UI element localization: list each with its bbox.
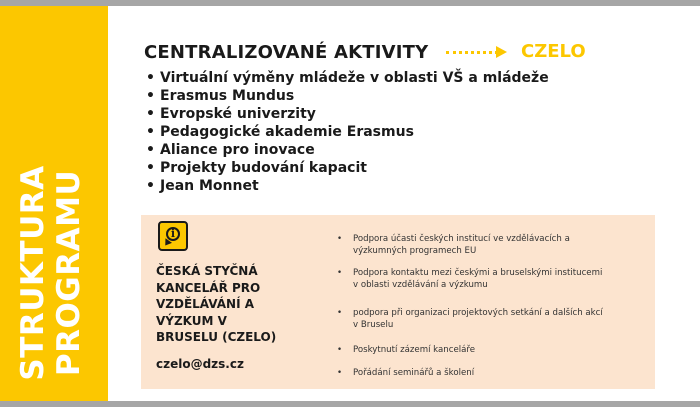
dotted-arrow-icon bbox=[446, 45, 508, 59]
bullet-icon: • bbox=[337, 345, 343, 355]
service-line: Poskytnutí zázemí kanceláře bbox=[353, 345, 476, 355]
activities-list bbox=[146, 69, 549, 195]
service-item bbox=[337, 367, 647, 379]
service-item bbox=[337, 307, 647, 331]
info-speech-bubble-icon: i bbox=[158, 221, 188, 251]
bullet-icon: • bbox=[337, 368, 343, 378]
bullet-icon: • bbox=[146, 124, 155, 140]
activity-item bbox=[146, 177, 549, 195]
bullet-icon: • bbox=[146, 142, 155, 158]
activity-label: Erasmus Mundus bbox=[160, 88, 295, 104]
bullet-icon: • bbox=[146, 88, 155, 104]
czelo-info-box bbox=[141, 215, 655, 389]
service-item bbox=[337, 267, 647, 291]
czelo-tag: CZELO bbox=[521, 41, 586, 62]
service-line: v oblasti vzdělávání a výzkumu bbox=[353, 280, 488, 290]
bullet-icon: • bbox=[337, 268, 343, 278]
activity-item bbox=[146, 87, 549, 105]
activity-label: Jean Monnet bbox=[160, 178, 259, 194]
service-line: Podpora účasti českých institucí ve vzdělávacích a bbox=[353, 234, 570, 244]
office-name-line: ČESKÁ STYČNÁ bbox=[156, 264, 258, 278]
bullet-icon: • bbox=[146, 178, 155, 194]
service-item bbox=[337, 233, 647, 257]
office-email: czelo@dzs.cz bbox=[156, 357, 244, 371]
service-line: podpora při organizaci projektových setkání a dalších akcí bbox=[353, 308, 603, 318]
bullet-icon: • bbox=[337, 234, 343, 244]
bottom-border-bar bbox=[0, 401, 700, 407]
bullet-icon: • bbox=[146, 160, 155, 176]
bullet-icon: • bbox=[146, 70, 155, 86]
side-title-line-1: STRUKTURA bbox=[15, 165, 51, 381]
office-name-line: KANCELÁŘ PRO bbox=[156, 280, 261, 295]
side-title-line-2: PROGRAMU bbox=[51, 169, 87, 377]
activity-item bbox=[146, 123, 549, 141]
activity-item bbox=[146, 69, 549, 87]
section-heading: CENTRALIZOVANÉ AKTIVITY bbox=[144, 41, 429, 63]
side-title bbox=[15, 158, 95, 388]
office-name-line: BRUSELU (CZELO) bbox=[156, 330, 277, 344]
service-line: Podpora kontaktu mezi českými a bruselskými institucemi bbox=[353, 268, 603, 278]
activity-label: Projekty budování kapacit bbox=[160, 160, 367, 176]
bullet-icon: • bbox=[146, 106, 155, 122]
office-name bbox=[156, 263, 306, 346]
activity-label: Evropské univerzity bbox=[160, 106, 316, 122]
activity-item bbox=[146, 159, 549, 177]
service-item bbox=[337, 344, 647, 356]
service-line: v Bruselu bbox=[353, 320, 394, 330]
activity-label: Aliance pro inovace bbox=[160, 142, 315, 158]
service-line: výzkumných programech EU bbox=[353, 246, 477, 256]
office-name-line: VZDĚLÁVÁNÍ A bbox=[156, 297, 254, 311]
activity-label: Virtuální výměny mládeže v oblasti VŠ a mládeže bbox=[160, 70, 549, 86]
service-line: Pořádání seminářů a školení bbox=[353, 368, 475, 378]
activity-item bbox=[146, 105, 549, 123]
activity-item bbox=[146, 141, 549, 159]
heading-row bbox=[144, 38, 508, 66]
bullet-icon: • bbox=[337, 308, 343, 318]
office-name-line: VÝZKUM V bbox=[156, 313, 227, 328]
activity-label: Pedagogické akademie Erasmus bbox=[160, 124, 414, 140]
